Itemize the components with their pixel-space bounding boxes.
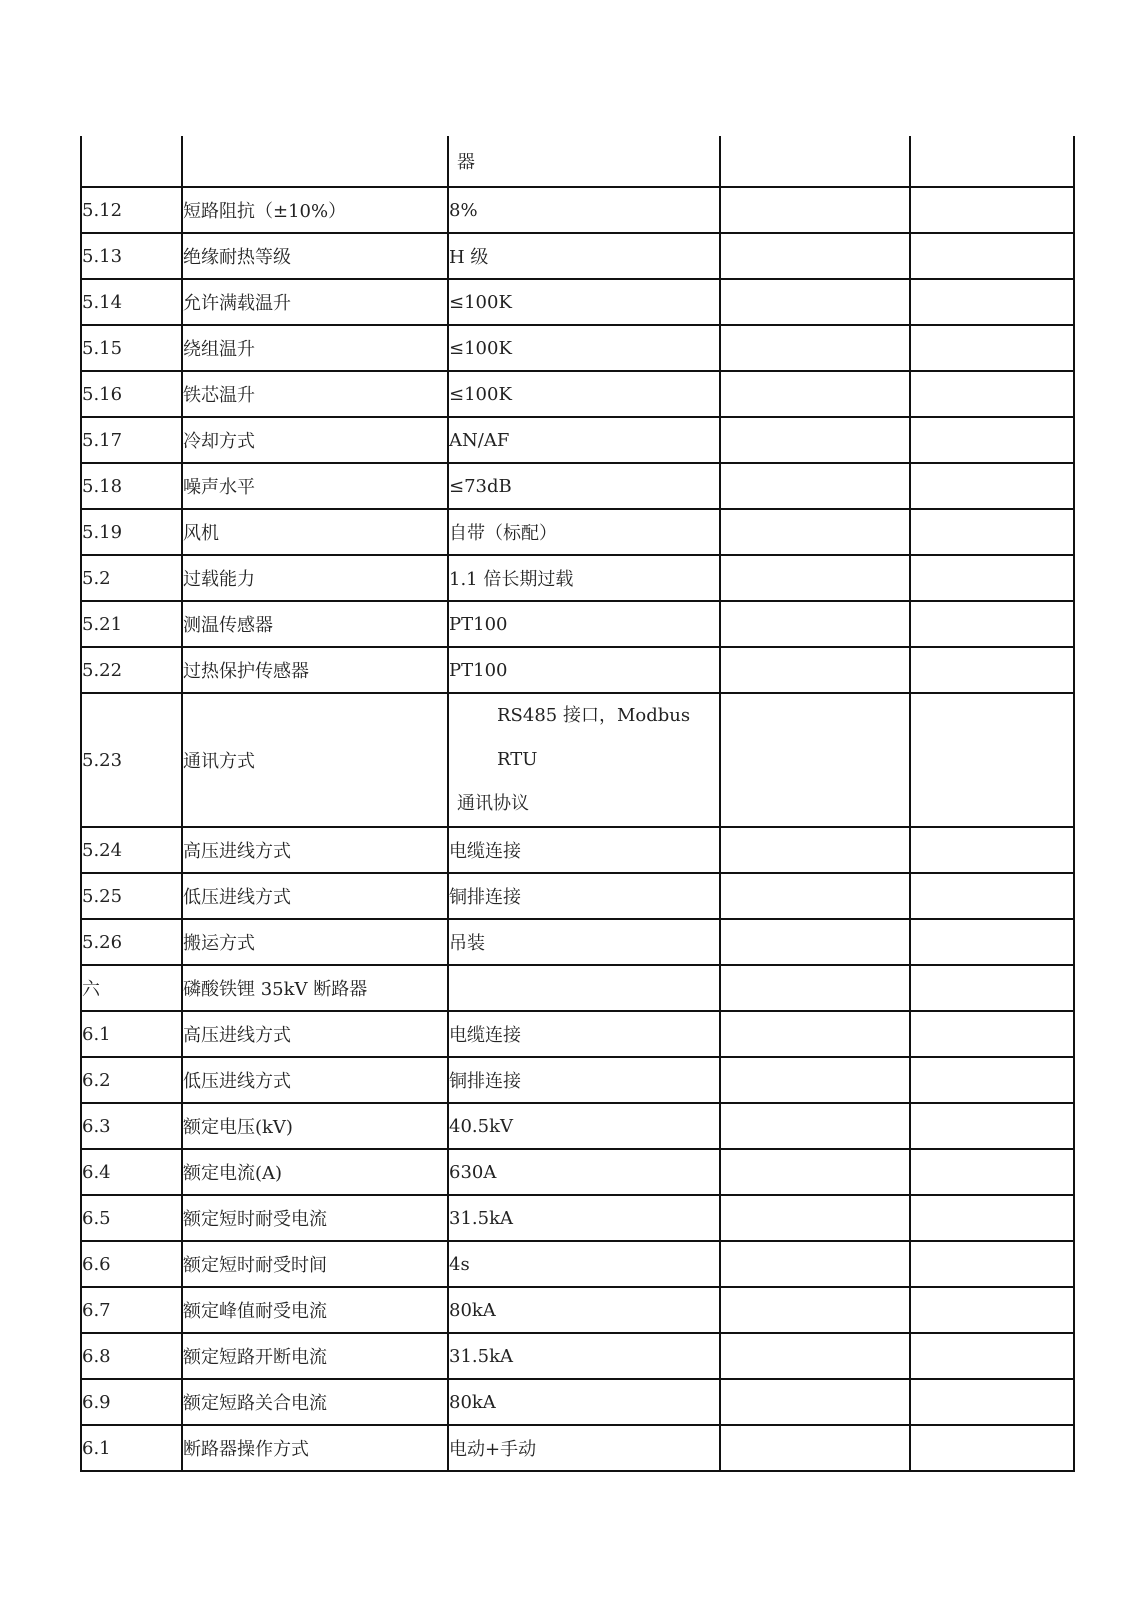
cell-no: 5.13 [81, 233, 182, 279]
cell-empty [910, 1379, 1074, 1425]
table-row [81, 1103, 1074, 1149]
cell-name: 低压进线方式 [182, 1057, 448, 1103]
cell-empty [720, 417, 910, 463]
cell-name: 额定短时耐受电流 [182, 1195, 448, 1241]
cell-empty [910, 555, 1074, 601]
cell-value: 80kA [448, 1287, 720, 1333]
table-row [81, 1379, 1074, 1425]
table-row [81, 279, 1074, 325]
cell-value: PT100 [448, 647, 720, 693]
table-row [81, 1057, 1074, 1103]
cell-empty [910, 1425, 1074, 1471]
cell-no: 6.6 [81, 1241, 182, 1287]
cell-name: 额定峰值耐受电流 [182, 1287, 448, 1333]
cell-empty [720, 919, 910, 965]
cell-empty [910, 919, 1074, 965]
cell-name: 短路阻抗（±10%） [182, 187, 448, 233]
cell-empty [720, 693, 910, 827]
cell-empty [910, 1011, 1074, 1057]
cell-empty [910, 279, 1074, 325]
cell-name: 铁芯温升 [182, 371, 448, 417]
cell-no: 6.7 [81, 1287, 182, 1333]
cell-value: ≤100K [448, 371, 720, 417]
cell-name: 允许满载温升 [182, 279, 448, 325]
table-row [81, 417, 1074, 463]
cell-value: ≤73dB [448, 463, 720, 509]
cell-empty [910, 417, 1074, 463]
cell-value: 8% [448, 187, 720, 233]
cell-empty [910, 601, 1074, 647]
cell-name: 冷却方式 [182, 417, 448, 463]
cell-no: 5.17 [81, 417, 182, 463]
cell-no: 6.8 [81, 1333, 182, 1379]
cell-name: 磷酸铁锂 35kV 断路器 [182, 965, 448, 1011]
cell-name: 断路器操作方式 [182, 1425, 448, 1471]
cell-name: 额定电压(kV) [182, 1103, 448, 1149]
cell-empty [910, 1149, 1074, 1195]
cell-value: 自带（标配） [448, 509, 720, 555]
cell-value: 40.5kV [448, 1103, 720, 1149]
table-row [81, 187, 1074, 233]
cell-value: 1.1 倍长期过载 [448, 555, 720, 601]
cell-empty [910, 187, 1074, 233]
cell-no: 5.18 [81, 463, 182, 509]
table-row [81, 693, 1074, 827]
cell-name: 额定短时耐受时间 [182, 1241, 448, 1287]
cell-empty [720, 187, 910, 233]
cell-empty [910, 509, 1074, 555]
cell-no: 5.2 [81, 555, 182, 601]
table-row [81, 1333, 1074, 1379]
cell-no: 5.15 [81, 325, 182, 371]
cell-no: 5.19 [81, 509, 182, 555]
cell-empty [910, 1057, 1074, 1103]
table-row [81, 555, 1074, 601]
cell-empty [720, 325, 910, 371]
cell-name: 高压进线方式 [182, 1011, 448, 1057]
cell-name [182, 136, 448, 187]
cell-no: 5.22 [81, 647, 182, 693]
cell-value [448, 965, 720, 1011]
table-row [81, 647, 1074, 693]
table-row [81, 919, 1074, 965]
cell-empty [910, 647, 1074, 693]
cell-empty [910, 325, 1074, 371]
cell-value: 吊装 [448, 919, 720, 965]
cell-empty [910, 1333, 1074, 1379]
cell-no: 6.1 [81, 1425, 182, 1471]
cell-name: 绕组温升 [182, 325, 448, 371]
cell-no: 5.24 [81, 827, 182, 873]
table-row [81, 873, 1074, 919]
cell-no: 5.26 [81, 919, 182, 965]
cell-no: 6.4 [81, 1149, 182, 1195]
cell-empty [720, 136, 910, 187]
cell-value: 器 [448, 136, 720, 187]
cell-empty [720, 1333, 910, 1379]
cell-name: 搬运方式 [182, 919, 448, 965]
cell-empty [720, 1425, 910, 1471]
cell-no: 6.3 [81, 1103, 182, 1149]
cell-name: 通讯方式 [182, 693, 448, 827]
cell-value: 80kA [448, 1379, 720, 1425]
cell-no: 5.23 [81, 693, 182, 827]
cell-empty [720, 601, 910, 647]
cell-empty [910, 371, 1074, 417]
cell-value: 铜排连接 [448, 1057, 720, 1103]
table-row [81, 1149, 1074, 1195]
cell-empty [720, 1103, 910, 1149]
table-row [81, 827, 1074, 873]
cell-empty [910, 873, 1074, 919]
cell-name: 过热保护传感器 [182, 647, 448, 693]
cell-value: 铜排连接 [448, 873, 720, 919]
cell-no: 6.1 [81, 1011, 182, 1057]
cell-empty [910, 233, 1074, 279]
cell-no: 6.9 [81, 1379, 182, 1425]
cell-name: 低压进线方式 [182, 873, 448, 919]
cell-empty [720, 233, 910, 279]
cell-empty [720, 279, 910, 325]
cell-value: PT100 [448, 601, 720, 647]
cell-no: 5.16 [81, 371, 182, 417]
cell-empty [720, 827, 910, 873]
cell-empty [720, 1149, 910, 1195]
table-row [81, 1241, 1074, 1287]
table-row [81, 325, 1074, 371]
table-row [81, 1011, 1074, 1057]
cell-name: 高压进线方式 [182, 827, 448, 873]
table-row [81, 509, 1074, 555]
table-row [81, 601, 1074, 647]
cell-no: 5.14 [81, 279, 182, 325]
cell-name: 噪声水平 [182, 463, 448, 509]
cell-empty [910, 827, 1074, 873]
cell-value: ≤100K [448, 279, 720, 325]
cell-empty [720, 1287, 910, 1333]
cell-empty [910, 965, 1074, 1011]
cell-empty [910, 1241, 1074, 1287]
cell-value: 电缆连接 [448, 827, 720, 873]
table-row [81, 1195, 1074, 1241]
cell-empty [720, 1379, 910, 1425]
cell-name: 过载能力 [182, 555, 448, 601]
table-row [81, 463, 1074, 509]
cell-empty [720, 1195, 910, 1241]
cell-empty [720, 1057, 910, 1103]
cell-no: 6.2 [81, 1057, 182, 1103]
cell-value: 电动+手动 [448, 1425, 720, 1471]
cell-empty [720, 873, 910, 919]
cell-empty [720, 1241, 910, 1287]
cell-value: 630A [448, 1149, 720, 1195]
cell-empty [720, 463, 910, 509]
cell-empty [910, 693, 1074, 827]
table-row-continued [81, 136, 1074, 187]
cell-no: 5.25 [81, 873, 182, 919]
cell-value: AN/AF [448, 417, 720, 463]
table-row [81, 233, 1074, 279]
cell-value: 电缆连接 [448, 1011, 720, 1057]
spec-table [80, 136, 1075, 1472]
cell-empty [910, 1195, 1074, 1241]
cell-empty [720, 509, 910, 555]
cell-empty [720, 1011, 910, 1057]
cell-name: 绝缘耐热等级 [182, 233, 448, 279]
cell-empty [720, 965, 910, 1011]
cell-name: 额定电流(A) [182, 1149, 448, 1195]
cell-value: 31.5kA [448, 1195, 720, 1241]
cell-empty [910, 1287, 1074, 1333]
cell-no [81, 136, 182, 187]
table-row [81, 1287, 1074, 1333]
cell-no: 5.21 [81, 601, 182, 647]
cell-no: 5.12 [81, 187, 182, 233]
cell-value: ≤100K [448, 325, 720, 371]
cell-value-line1: RS485 接口，Modbus RTU [497, 705, 691, 770]
table-row [81, 965, 1074, 1011]
cell-empty [720, 647, 910, 693]
cell-name: 风机 [182, 509, 448, 555]
cell-name: 测温传感器 [182, 601, 448, 647]
table-row [81, 371, 1074, 417]
cell-value-line2: 通讯协议 [457, 793, 529, 814]
cell-empty [910, 463, 1074, 509]
cell-no: 六 [81, 965, 182, 1011]
cell-name: 额定短路关合电流 [182, 1379, 448, 1425]
cell-name: 额定短路开断电流 [182, 1333, 448, 1379]
cell-value: 31.5kA [448, 1333, 720, 1379]
cell-value: H 级 [448, 233, 720, 279]
cell-empty [910, 136, 1074, 187]
cell-no: 6.5 [81, 1195, 182, 1241]
table-row [81, 1425, 1074, 1471]
cell-empty [720, 371, 910, 417]
cell-value: 4s [448, 1241, 720, 1287]
cell-empty [910, 1103, 1074, 1149]
cell-value [448, 693, 720, 827]
cell-empty [720, 555, 910, 601]
